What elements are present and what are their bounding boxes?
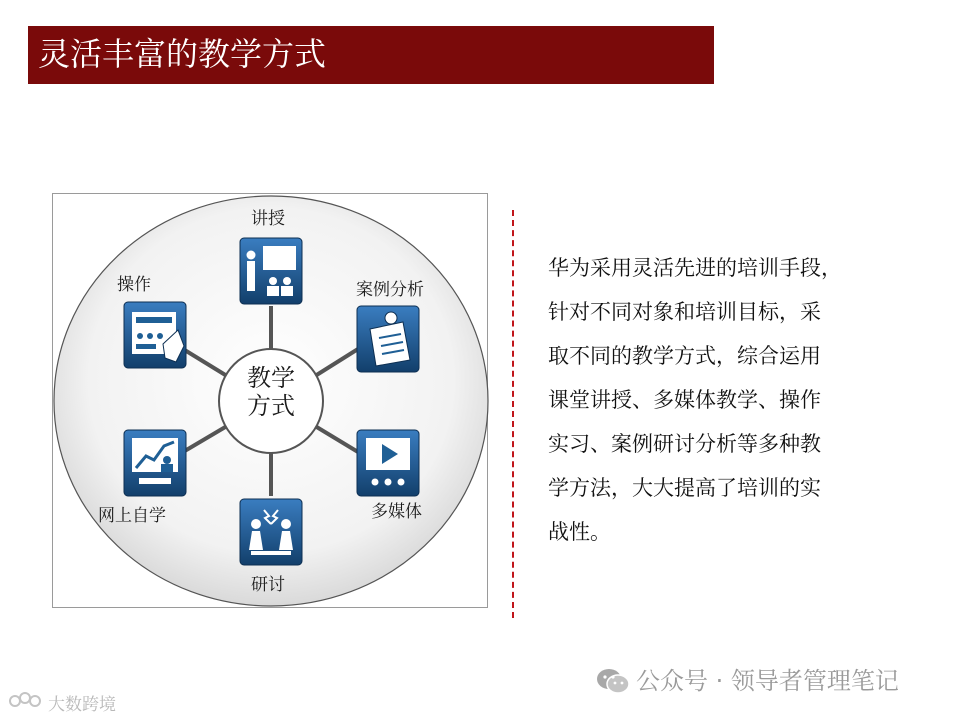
multimedia-icon xyxy=(357,430,419,496)
node-label-discussion: 研讨 xyxy=(251,575,285,595)
watermark xyxy=(8,690,116,714)
node-label-lecture: 讲授 xyxy=(251,209,285,229)
description-line: 课堂讲授、多媒体教学、操作 xyxy=(548,388,821,412)
online-learning-icon xyxy=(124,430,186,496)
watermark-logo-icon xyxy=(8,690,48,717)
center-label xyxy=(221,364,321,420)
description-line: 实习、案例研讨分析等多种教 xyxy=(548,432,821,456)
title-bar xyxy=(28,26,714,84)
watermark-text: 大数跨境 xyxy=(48,695,116,715)
lecture-icon xyxy=(240,238,302,304)
node-label-operation: 操作 xyxy=(117,275,151,295)
description-line: 华为采用灵活先进的培训手段， xyxy=(548,256,842,280)
description-line: 针对不同对象和培训目标，采 xyxy=(548,300,821,324)
case-analysis-icon xyxy=(357,306,419,372)
description-line: 学方法，大大提高了培训的实 xyxy=(548,476,821,500)
center-label-line1: 教学 xyxy=(247,364,295,392)
operation-icon xyxy=(124,302,186,368)
node-label-online-learning: 网上自学 xyxy=(98,506,166,526)
description-text xyxy=(548,246,888,554)
page-title: 灵活丰富的教学方式 xyxy=(38,35,327,73)
discussion-icon xyxy=(240,499,302,565)
node-label-multimedia: 多媒体 xyxy=(371,502,422,522)
footer-account: 公众号 · 领导者管理笔记 xyxy=(636,667,899,695)
dashed-divider xyxy=(512,210,514,618)
description-line: 取不同的教学方式，综合运用 xyxy=(548,344,821,368)
wechat-icon xyxy=(596,668,630,694)
teaching-methods-diagram xyxy=(52,193,488,608)
center-label-line2: 方式 xyxy=(247,392,295,420)
description-line: 战性。 xyxy=(548,520,611,544)
node-label-case-analysis: 案例分析 xyxy=(356,280,424,300)
